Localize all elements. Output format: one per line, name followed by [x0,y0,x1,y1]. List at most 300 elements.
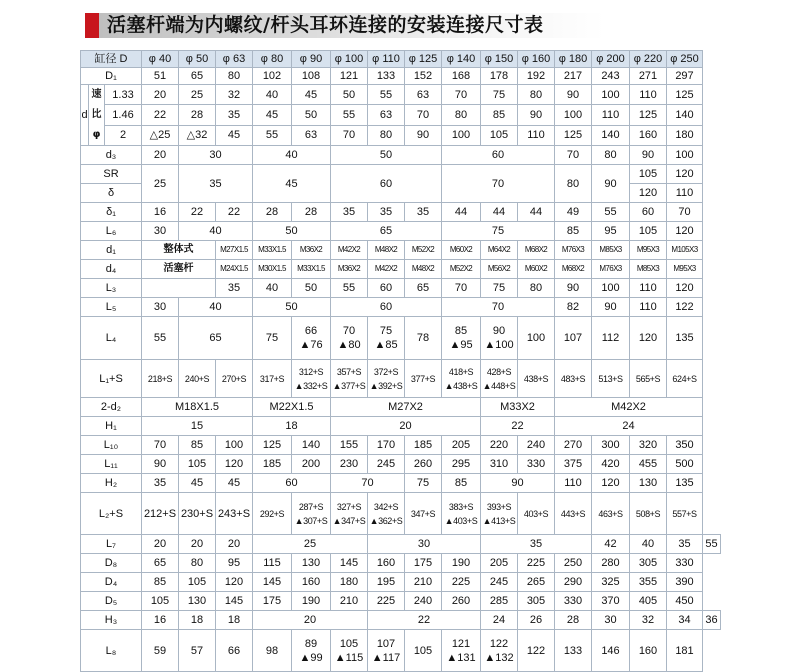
cell: 240 [518,436,555,455]
cell: 35 [216,279,253,298]
cell: 50 [331,85,368,105]
cell: 185 [253,455,292,474]
cell: 55 [253,125,292,145]
cell: 102 [253,68,292,85]
cell: 55 [142,317,179,360]
cell: M42X2 [555,398,703,417]
cell: M56X2 [481,260,518,279]
cell: 178 [481,68,518,85]
cell-bottom: ▲403+S [444,515,478,526]
cell-bottom: ▲95 [449,339,473,351]
cell: 190 [292,592,331,611]
cell: 50 [253,298,331,317]
cell: 355 [630,573,667,592]
cell-top: 393+S [486,501,512,512]
row-label: d₄ [81,260,142,279]
cell: 292+S [253,493,292,535]
row-label: L₈ [81,630,142,672]
cell: 70 [331,474,405,493]
cell-top: 327+S [336,501,362,512]
cell: 325 [592,573,630,592]
cell: 63 [405,85,442,105]
cell-double [368,493,405,535]
cell: 122 [667,298,703,317]
cell: 95 [216,554,253,573]
row-label: L₁+S [81,360,142,398]
ratio-value: 1.46 [105,105,142,125]
cell: 105 [630,222,667,241]
cell: 420 [592,455,630,474]
header-col: φ 180 [555,51,592,68]
cell: 105 [405,630,442,672]
cell-top: 122 [489,637,509,650]
cell-top: 85 [454,325,468,337]
row-H3 [81,611,721,630]
cell: 105 [630,165,667,184]
cell: 145 [253,573,292,592]
ratio-value: 1.33 [105,85,142,105]
cell-bottom: ▲100 [484,339,514,351]
cell: 110 [630,298,667,317]
cell: 70 [442,85,481,105]
cell: 270+S [216,360,253,398]
row-L4 [81,317,721,360]
cell: M27X2 [331,398,481,417]
cell: 160 [368,554,405,573]
row-L7 [81,535,721,554]
header-col: φ 80 [253,51,292,68]
table-title: 活塞杆端为内螺纹/杆头耳环连接的安装连接尺寸表 [107,14,544,36]
row-label: L₁₁ [81,455,142,474]
row-L6 [81,222,721,241]
cell: 45 [216,474,253,493]
cell: 35 [179,165,253,203]
cell: 185 [405,436,442,455]
cell: 160 [630,630,667,672]
cell: 140 [592,125,630,145]
row-label: d₁ [81,241,142,260]
header-col: φ 110 [368,51,405,68]
cell: 40 [630,535,667,554]
cell: 80 [518,85,555,105]
row-label: D₅ [81,592,142,611]
cell: 100 [216,436,253,455]
cell: 297 [667,68,703,85]
cell-bottom: ▲85 [374,339,398,351]
cell: M36X2 [331,260,368,279]
cell: 212+S [142,493,179,535]
cell: 49 [555,203,592,222]
cell: 243 [592,68,630,85]
row-D8 [81,554,721,573]
cell: 210 [405,573,442,592]
cell-bottom: ▲347+S [332,515,366,526]
cell: 105 [142,592,179,611]
cell: M95X3 [667,260,703,279]
cell: △25 [142,125,179,145]
cell-top: 121 [451,637,471,650]
cell: 133 [368,68,405,85]
cell: 330 [667,554,703,573]
cell: M33X1.5 [253,241,292,260]
cell: 125 [667,85,703,105]
cell: 32 [630,611,667,630]
header-row [81,51,721,68]
header-col: φ 40 [142,51,179,68]
cell: 60 [442,146,555,165]
cell: 50 [292,279,331,298]
cell: 18 [179,611,216,630]
row-label: D₄ [81,573,142,592]
cell: 16 [142,611,179,630]
cell: 105 [481,125,518,145]
cell: 28 [555,611,592,630]
cell: 403+S [518,493,555,535]
cell: 40 [253,146,331,165]
cell-double [442,493,481,535]
row-L10 [81,436,721,455]
cell: 230+S [179,493,216,535]
cell: 78 [405,317,442,360]
cell: 28 [292,203,331,222]
piston-rod-label: 活塞杆 [142,260,216,279]
cell: 75 [253,317,292,360]
cell: 25 [179,85,216,105]
cell: 20 [179,535,216,554]
cell: M42X2 [368,260,405,279]
cell-double [442,360,481,398]
cell: 120 [667,279,703,298]
cell-top: 312+S [298,366,324,377]
cell-double [481,360,518,398]
cell-double [292,493,331,535]
cell: 370 [592,592,630,611]
cell: 35 [331,203,368,222]
cell-top: 70 [342,325,356,337]
cell: 120 [592,474,630,493]
header-col: φ 100 [331,51,368,68]
cell-double [292,360,331,398]
cell: 90 [405,125,442,145]
cell: 305 [518,592,555,611]
cell: 120 [216,455,253,474]
cell: 180 [667,125,703,145]
cell: 300 [592,436,630,455]
cell: M76X3 [592,260,630,279]
cell-bottom: ▲332+S [294,380,328,391]
cell: 40 [253,279,292,298]
row-label: D₈ [81,554,142,573]
cell: 60 [253,474,331,493]
cell: 450 [667,592,703,611]
cell-double [331,360,368,398]
cell: 140 [667,105,703,125]
cell: 245 [368,455,405,474]
cell: 80 [368,125,405,145]
cell-bottom: ▲362+S [369,515,403,526]
cell-bottom: ▲99 [299,651,323,664]
cell: 60 [331,165,442,203]
cell: 155 [331,436,368,455]
cell-bottom: ▲131 [446,651,476,664]
cell: M68X2 [518,241,555,260]
cell: 20 [142,85,179,105]
cell: 80 [518,279,555,298]
cell: 90 [592,298,630,317]
row-label: L₆ [81,222,142,241]
cell: 32 [216,85,253,105]
cell: 405 [630,592,667,611]
cell: 310 [481,455,518,474]
cell: 35 [405,203,442,222]
row-d-1-33 [81,85,721,105]
cell: 305 [630,554,667,573]
cell-top: 75 [379,325,393,337]
row-label: L₇ [81,535,142,554]
empty-cell [142,279,216,298]
cell: 55 [331,279,368,298]
cell: 80 [442,105,481,125]
cell: 100 [518,317,555,360]
cell: 80 [592,146,630,165]
cell-bottom: ▲132 [484,651,514,664]
row-label: δ [81,184,142,203]
cell: 80 [216,68,253,85]
cell-bottom: ▲80 [337,339,361,351]
cell: M18X1.5 [142,398,253,417]
cell: 100 [555,105,592,125]
ratio-value: 2 [105,125,142,145]
cell: M33X2 [481,398,555,417]
cell: 145 [216,592,253,611]
cell-top: 383+S [448,501,474,512]
cell: 30 [592,611,630,630]
cell: 225 [518,554,555,573]
cell: 55 [703,535,721,554]
cell: 130 [179,592,216,611]
row-d-1-46 [81,105,721,125]
cell-top: 66 [304,325,318,337]
header-col: φ 90 [292,51,331,68]
cell: 218+S [142,360,179,398]
cell: 225 [442,573,481,592]
cell: 70 [442,298,555,317]
cell-double [292,317,331,360]
cell: 330 [555,592,592,611]
cell: 624+S [667,360,703,398]
cell: 180 [331,573,368,592]
cell: M42X2 [331,241,368,260]
cell: 120 [630,317,667,360]
cell: M95X3 [630,241,667,260]
cell: 95 [592,222,630,241]
row-2d2 [81,398,721,417]
header-col: φ 50 [179,51,216,68]
cell: 160 [292,573,331,592]
cell: M68X2 [555,260,592,279]
cell: 28 [253,203,292,222]
cell-bottom: ▲438+S [444,380,478,391]
cell: 75 [405,474,442,493]
cell: 24 [481,611,518,630]
cell: 36 [703,611,721,630]
cell: 20 [331,417,481,436]
cell: M76X3 [555,241,592,260]
row-label: 2-d₂ [81,398,142,417]
cell: 120 [667,222,703,241]
row-SR [81,165,721,184]
row-H1 [81,417,721,436]
row-D4 [81,573,721,592]
cell: 82 [555,298,592,317]
cell: 65 [179,317,253,360]
cell: 130 [630,474,667,493]
cell-double [331,493,368,535]
cell-double [442,317,481,360]
cell: M36X2 [292,241,331,260]
cell: 90 [630,146,667,165]
row-label: L₅ [81,298,142,317]
cell: 35 [216,105,253,125]
cell: △32 [179,125,216,145]
cell: 90 [555,85,592,105]
cell: 28 [179,105,216,125]
cell: 34 [667,611,703,630]
cell: 40 [179,298,253,317]
row-L8 [81,630,721,672]
cell: 110 [518,125,555,145]
cell: 135 [667,317,703,360]
cell: 100 [442,125,481,145]
cell-double [481,493,518,535]
row-label: δ₁ [81,203,142,222]
cell: 205 [481,554,518,573]
cell: 500 [667,455,703,474]
cell: 330 [518,455,555,474]
cell: 90 [142,455,179,474]
row-d3 [81,146,721,165]
cell: 45 [179,474,216,493]
cell: 20 [142,146,179,165]
cell: 115 [253,554,292,573]
cell: 65 [331,222,442,241]
row-label: H₃ [81,611,142,630]
header-bore: 缸径 D [81,51,142,68]
cell: 75 [481,85,518,105]
cell: 18 [216,611,253,630]
cell: 110 [630,279,667,298]
cell: 240+S [179,360,216,398]
cell: M60X2 [442,241,481,260]
cell: 125 [555,125,592,145]
cell: 181 [667,630,703,672]
cell: 508+S [630,493,667,535]
cell: 42 [592,535,630,554]
cell: 168 [442,68,481,85]
cell: 145 [331,554,368,573]
cell: M27X1.5 [216,241,253,260]
row-d4 [81,260,721,279]
row-L3 [81,279,721,298]
cell: 250 [555,554,592,573]
cell: 90 [481,474,555,493]
cell: 25 [253,535,368,554]
cell: 90 [518,105,555,125]
cell-double [368,630,405,672]
header-col: φ 200 [592,51,630,68]
cell-bottom: ▲377+S [332,380,366,391]
cell-top: 105 [339,637,359,650]
cell-bottom: ▲76 [299,339,323,351]
cell: 50 [292,105,331,125]
cell: 260 [442,592,481,611]
cell: 44 [481,203,518,222]
dimension-table [80,50,721,672]
row-label: H₂ [81,474,142,493]
cell: 57 [179,630,216,672]
header-col: φ 150 [481,51,518,68]
row-delta1 [81,203,721,222]
cell: 30 [368,535,481,554]
row-L1S [81,360,721,398]
cell: M64X2 [481,241,518,260]
cell: 265 [518,573,555,592]
cell: 438+S [518,360,555,398]
cell-top: 90 [492,325,506,337]
cell: 130 [292,554,331,573]
cell: 195 [368,573,405,592]
cell: 45 [253,165,331,203]
cell: M85X3 [592,241,630,260]
cell: 270 [555,436,592,455]
header-col: φ 160 [518,51,555,68]
title-accent-mark [85,13,99,38]
cell: 350 [667,436,703,455]
row-label-d: d [81,85,89,146]
row-D5 [81,592,721,611]
cell: 285 [481,592,518,611]
cell: 146 [592,630,630,672]
cell: 100 [592,85,630,105]
cell-bottom: ▲307+S [294,515,328,526]
cell-top: 342+S [373,501,399,512]
cell: 120 [667,165,703,184]
cell: 40 [253,85,292,105]
cell: 317+S [253,360,292,398]
cell: 55 [368,85,405,105]
cell: 35 [667,535,703,554]
cell: 100 [667,146,703,165]
row-d1 [81,241,721,260]
cell: 66 [216,630,253,672]
cell: 98 [253,630,292,672]
cell: 70 [555,146,592,165]
cell: M52X2 [442,260,481,279]
cell: 35 [142,474,179,493]
cell: 30 [179,146,253,165]
header-col: φ 250 [667,51,703,68]
cell: 110 [592,105,630,125]
cell: M60X2 [518,260,555,279]
cell: 290 [555,573,592,592]
cell: 60 [630,203,667,222]
cell: 160 [630,125,667,145]
cell-double [481,630,518,672]
cell: 51 [142,68,179,85]
cell: 190 [442,554,481,573]
cell: 70 [142,436,179,455]
cell-double [331,630,368,672]
